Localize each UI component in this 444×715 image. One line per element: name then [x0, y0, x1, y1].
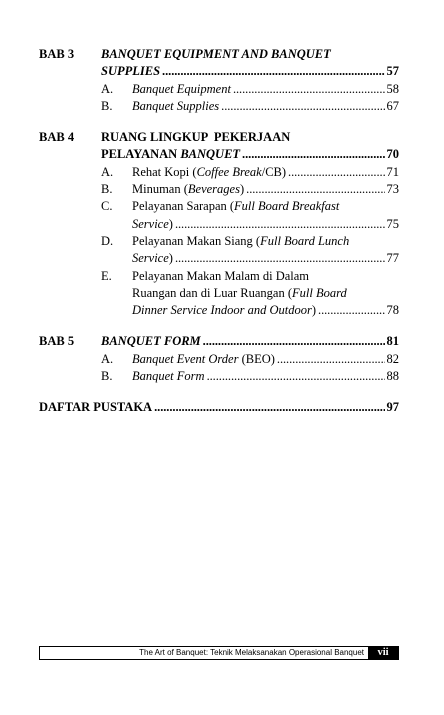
chapter-page-number: 70 [386, 147, 399, 162]
toc-entry [101, 81, 399, 98]
entry-page-number: 77 [386, 251, 399, 266]
leader-dots [221, 98, 384, 115]
entry-title-line1: Pelayanan Sarapan (Full Board Breakfast [132, 199, 340, 214]
entry-title-line2: Service) [132, 216, 173, 231]
leader-dots [233, 81, 385, 98]
chapter-label: BAB 4 [39, 130, 75, 145]
chapter-title: BANQUET FORM [101, 334, 201, 349]
leader-dots [162, 63, 384, 80]
leader-dots [207, 368, 385, 385]
entry-letter: C. [101, 199, 113, 214]
entry-letter: B. [101, 182, 113, 197]
chapter-label: BAB 5 [39, 334, 75, 349]
entry-letter: D. [101, 233, 114, 248]
toc-entry [101, 268, 399, 320]
toc-entry [101, 198, 399, 233]
footer-book-title: The Art of Banquet: Teknik Melaksanakan Operasional Banquet [139, 648, 364, 657]
bibliography-page-number: 97 [386, 400, 399, 415]
entry-letter: A. [101, 164, 114, 179]
leader-dots [242, 146, 384, 163]
toc-entry [101, 164, 399, 181]
chapter-title-line2: SUPPLIES [101, 64, 161, 79]
entry-title: Minuman (Beverages) [132, 182, 245, 197]
entry-title: Banquet Form [132, 369, 205, 384]
entry-letter: B. [101, 98, 113, 113]
footer-page-number: vii [368, 647, 398, 659]
chapter-label: BAB 3 [39, 47, 75, 61]
chapter-bab-3 [39, 46, 399, 115]
leader-dots [288, 164, 384, 181]
entry-letter: B. [101, 369, 113, 384]
entry-title-line2: Ruangan dan di Luar Ruangan (Full Board [132, 285, 347, 300]
bibliography-title: DAFTAR PUSTAKA [39, 400, 153, 415]
page-footer [39, 646, 399, 660]
entry-letter: E. [101, 268, 112, 283]
toc-entry [101, 233, 399, 268]
entry-title: Rehat Kopi (Coffee Break/CB) [132, 164, 287, 179]
toc-entry [101, 98, 399, 115]
toc-entry [101, 368, 399, 385]
leader-dots [318, 302, 384, 319]
entry-page-number: 73 [386, 182, 399, 197]
entry-page-number: 78 [386, 303, 399, 318]
chapter-bab-5 [39, 333, 399, 385]
entry-title: Banquet Event Order (BEO) [132, 351, 275, 366]
entry-title: Banquet Supplies [132, 98, 220, 113]
entry-title: Banquet Equipment [132, 81, 231, 96]
chapter-title-line1: BANQUET EQUIPMENT AND BANQUET [101, 47, 331, 61]
entry-letter: A. [101, 351, 114, 366]
entry-title-line3: Dinner Service Indoor and Outdoor) [132, 303, 317, 318]
bibliography-entry [39, 399, 399, 416]
chapter-bab-4 [39, 129, 399, 319]
toc-entry [101, 181, 399, 198]
entry-page-number: 75 [386, 216, 399, 231]
leader-dots [203, 333, 385, 350]
entry-title-line1: Pelayanan Makan Malam di Dalam [132, 268, 310, 283]
entry-letter: A. [101, 81, 114, 96]
entry-page-number: 58 [386, 81, 399, 96]
chapter-page-number: 81 [386, 334, 399, 349]
leader-dots [277, 351, 385, 368]
entry-page-number: 82 [386, 351, 399, 366]
toc-entry [101, 351, 399, 368]
entry-title-line2: Service) [132, 251, 173, 266]
chapter-page-number: 57 [386, 64, 399, 79]
chapter-title-line2: PELAYANAN BANQUET [101, 147, 241, 162]
leader-dots [175, 250, 385, 267]
table-of-contents [39, 46, 399, 431]
entry-title-line1: Pelayanan Makan Siang (Full Board Lunch [132, 233, 350, 248]
entry-page-number: 88 [386, 369, 399, 384]
leader-dots [154, 399, 384, 416]
leader-dots [246, 181, 384, 198]
chapter-title-line1: RUANG LINGKUP PEKERJAAN [101, 130, 291, 145]
entry-page-number: 67 [386, 98, 399, 113]
entry-page-number: 71 [386, 164, 399, 179]
leader-dots [175, 216, 385, 233]
